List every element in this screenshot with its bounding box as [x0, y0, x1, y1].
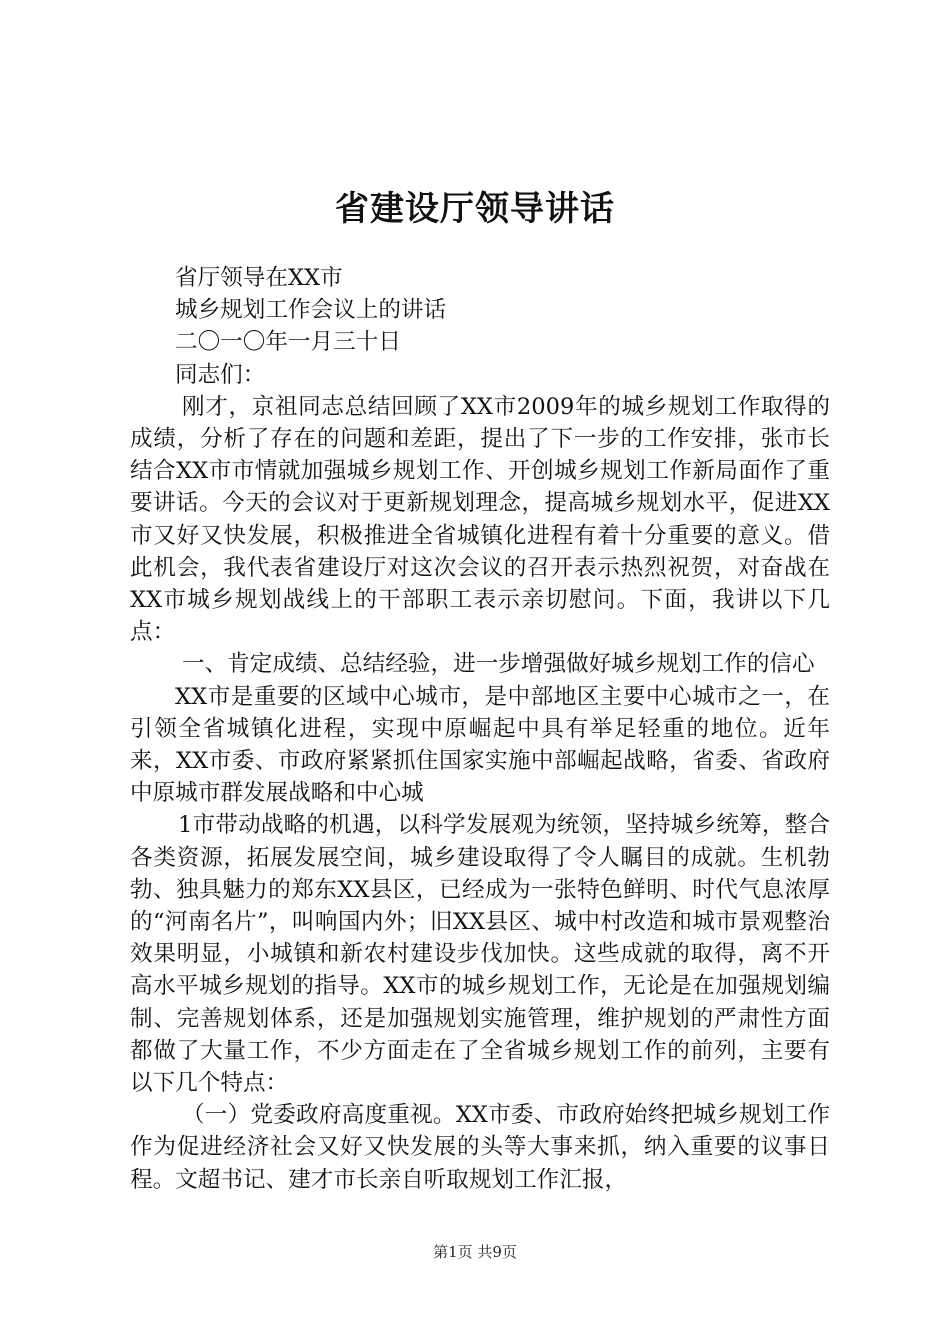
section-heading: 一、肯定成绩、总结经验，进一步增强做好城乡规划工作的信心	[182, 651, 815, 678]
salutation: 同志们：	[175, 361, 266, 388]
paragraph: 1市带动战略的机遇，以科学发展观为统领，坚持城乡统筹，整合各类资源，拓展发展空间，城乡建设取得了令人瞩目的成就。生机勃勃、独具魅力的郑东XX县区，已经成为一张特色鲜明、时代气息浓厚的“河南名片”，叫响国内外；旧XX县区、城中村改造和城市景观整治效果明显，小城镇和新农村建设步伐加快。这些成就的取得，离不开高水平城乡规划的指导。XX市的城乡规划工作，无论是在加强规划编制、完善规划体系，还是加强规划实施管理，维护规划的严肃性方面都做了大量工作，不少方面走在了全省城乡规划工作的前列，主要有以下几个特点：	[130, 812, 830, 1097]
document-title: 省建设厅领导讲话	[335, 189, 615, 229]
paragraph: XX市是重要的区域中心城市，是中部地区主要中心城市之一，在引领全省城镇化进程，实现中原崛起中具有举足轻重的地位。近年来，XX市委、市政府紧紧抓住国家实施中部崛起战略，省委、省政府中原城市群发展战略和中心城	[130, 683, 830, 807]
page-number: 第1页 共9页	[433, 1243, 517, 1261]
paragraph: （一）党委政府高度重视。XX市委、市政府始终把城乡规划工作作为促进经济社会又好又快发展的头等大事来抓，纳入重要的议事日程。文超书记、建才市长亲自听取规划工作汇报，	[130, 1102, 830, 1193]
speech-date: 二〇一〇年一月三十日	[175, 329, 401, 356]
paragraph: 刚才，京祖同志总结回顾了XX市2009年的城乡规划工作取得的成绩，分析了存在的问题和差距，提出了下一步的工作安排，张市长结合XX市市情就加强城乡规划工作、开创城乡规划工作新局面作了重要讲话。今天的会议对于更新规划理念，提高城乡规划水平，促进XX市又好又快发展，积极推进全省城镇化进程有着十分重要的意义。借此机会，我代表省建设厅对这次会议的召开表示热烈祝贺，对奋战在XX市城乡规划战线上的干部职工表示亲切慰问。下面，我讲以下几点：	[130, 393, 830, 646]
header-line-1: 省厅领导在XX市	[175, 265, 343, 291]
document-body	[130, 262, 830, 1196]
header-line-2: 城乡规划工作会议上的讲话	[175, 297, 447, 324]
